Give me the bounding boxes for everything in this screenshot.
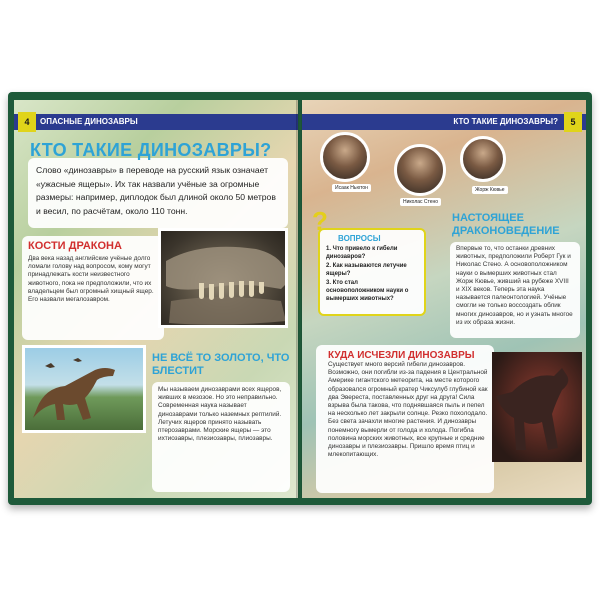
bones-panel: [22, 236, 164, 340]
intro-panel: [28, 158, 288, 228]
gold-panel: [152, 382, 290, 492]
gold-text: Мы называем динозаврами всех ящеров, живших в мезозое. Но это неправильно. Современная наука называет динозаврами только наземных рептилий. Летучих ящеров принято называть птерозаврами. Морские ящеры — это ихтиозавры, плезиозавры, плиозавры.: [158, 386, 282, 443]
left-page-number: 4: [18, 112, 36, 132]
left-page: [14, 100, 298, 498]
gold-section-title: НЕ ВСЁ ТО ЗОЛОТО, ЧТО БЛЕСТИТ: [152, 352, 290, 377]
right-page-header: КТО ТАКИЕ ДИНОЗАВРЫ?: [302, 114, 586, 130]
caption-steno: Николас Стено: [400, 198, 441, 206]
question-item: 3. Кто стал основоположником науки о вымерших животных?: [326, 280, 409, 302]
questions-list: [326, 246, 418, 303]
questions-title: ВОПРОСЫ: [338, 234, 381, 243]
dracon-section-title: НАСТОЯЩЕЕ ДРАКОНОВЕДЕНИЕ: [452, 212, 560, 237]
portrait-newton: [320, 132, 370, 182]
extinction-text: Существует много версий гибели динозавров. Возможно, они погибли из-за падения в Центральной Америке гигантского метеорита, на месте которого образовался огромный кратер Чиксулуб глубиной как два Эвереста, поставленных друг на друга! Сила взрыва была такова, что поднявшаяся пыль и пепел на несколько лет закрыли солнце. Резко похолодало. Без света зачахли многие растения. И динозавры понемногу вымерли от голода и холода. Погибла половина морских животных, все крупные и средние динозавры и плезиозавры. Пришло время птиц и млекопитающих.: [328, 361, 488, 459]
bones-text: Два века назад английские учёные долго ломали голову над вопросом, кому могут принадлежать кости неизвестного животного, пока не предположили, что их владельцем был огромный хищный ящер. Его назвали мегалозавром.: [28, 255, 154, 304]
question-item: 1. Что привело к гибели динозавров?: [326, 246, 398, 260]
questions-panel: [318, 228, 426, 316]
question-item: 2. Как называются летучие ящеры?: [326, 263, 407, 277]
right-page-number: 5: [564, 112, 582, 132]
dracon-panel: [450, 242, 580, 338]
extinction-panel: [316, 345, 494, 493]
caption-newton: Исаак Ньютон: [332, 184, 371, 192]
intro-text: Слово «динозавры» в переводе на русский язык означает «ужасные ящеры». Их так назвали учёные за огромные размеры: например, диплодок был длиной около 50 метров и весил, по расчётам, около 110 тонн.: [36, 165, 276, 216]
dracon-text: Впервые то, что останки древних животных, предположили Роберт Гук и Николас Стено. А основоположником науки о вымерших животных стал Жорж Кювье, живший на рубеже XVIII и XIX веков. Теперь эта наука называется палеонтологией. Учёные смогли не только воссоздать облик многих динозавров, но и узнать многое из их образа жизни.: [456, 245, 573, 326]
extinction-title: КУДА ИСЧЕЗЛИ ДИНОЗАВРЫ: [328, 350, 475, 361]
portrait-steno: [394, 144, 446, 196]
caption-cuvier: Жорж Кювье: [472, 186, 508, 194]
left-page-header: ОПАСНЫЕ ДИНОЗАВРЫ: [14, 114, 298, 130]
dinosaur-illustration: [492, 352, 582, 462]
bones-title: КОСТИ ДРАКОНА: [28, 240, 122, 252]
question-mark-icon: ?: [312, 206, 328, 236]
fossil-skull-image: [158, 228, 288, 328]
skull-illustration: [161, 231, 288, 328]
portrait-cuvier: [460, 136, 506, 182]
right-page: [302, 100, 586, 498]
trex-illustration: [22, 345, 146, 433]
page-title: КТО ТАКИЕ ДИНОЗАВРЫ?: [30, 140, 272, 160]
